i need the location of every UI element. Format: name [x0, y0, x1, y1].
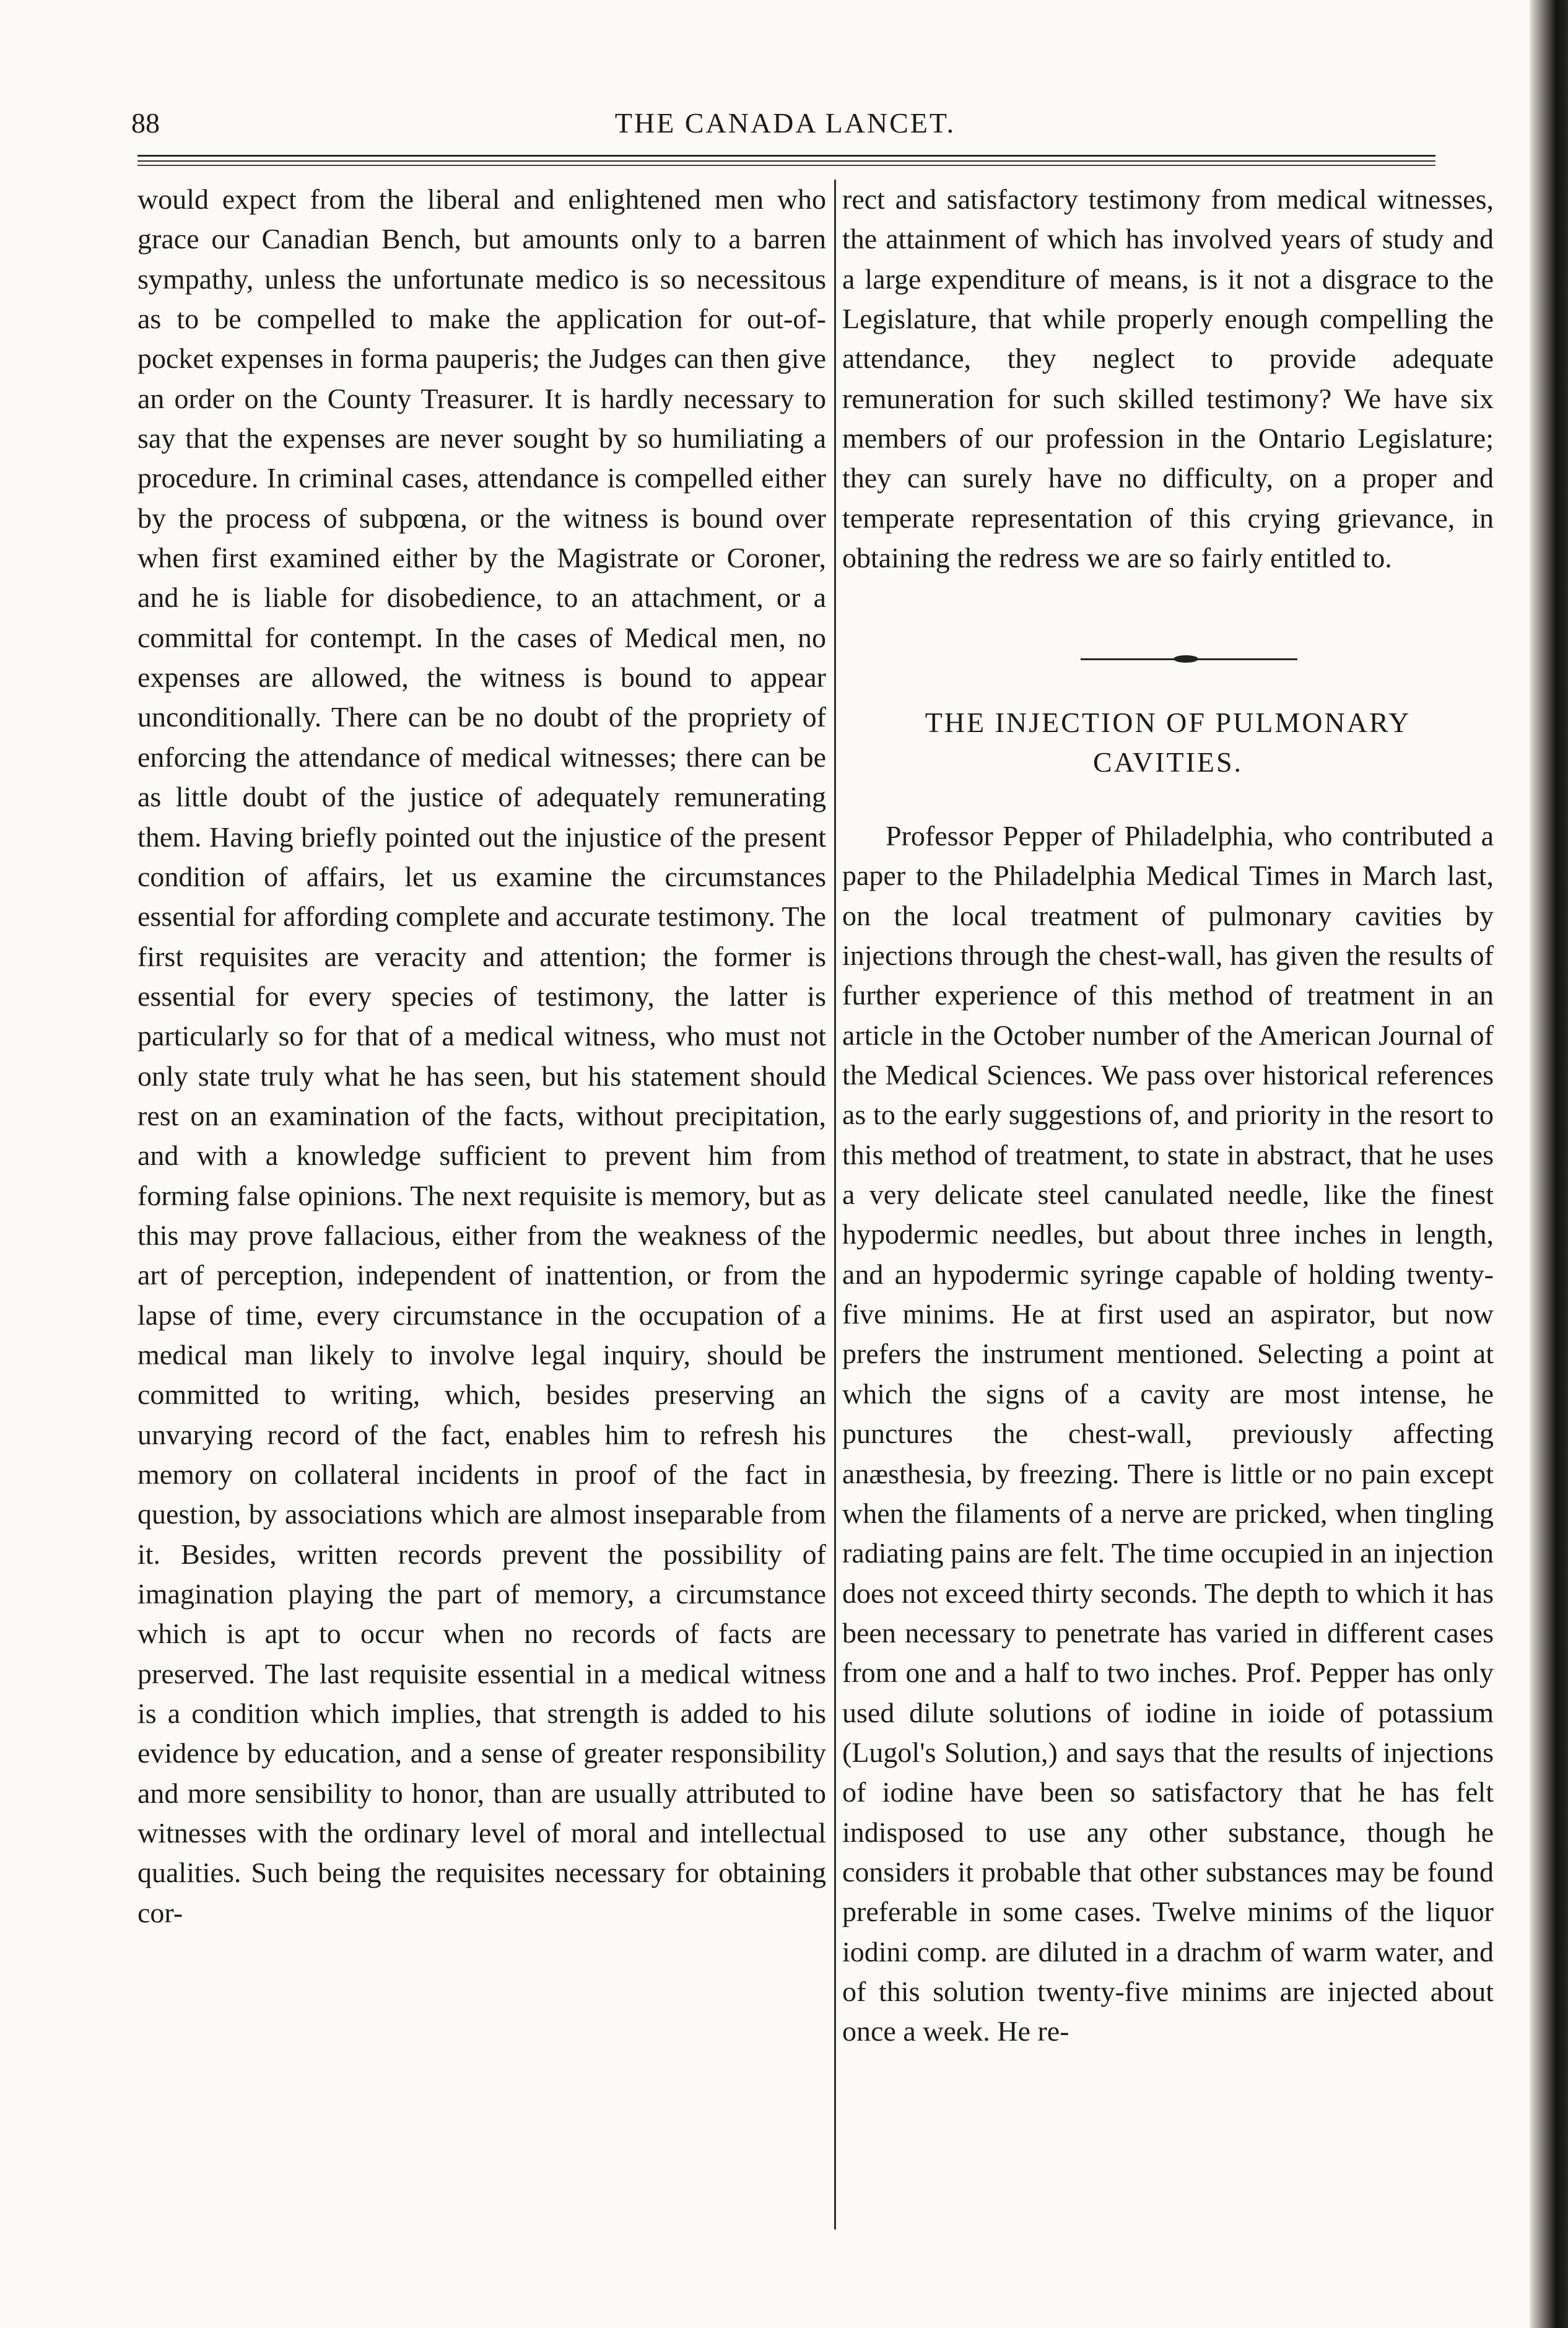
section-ornament: [1081, 655, 1297, 663]
header-rule: [137, 155, 1435, 162]
section-body: [842, 816, 1494, 2052]
continuation-paragraph: rect and satisfactory testimony from medical witnesses, the attainment of which has involved years of study and a large expenditure of means, is it not a disgrace to the Legislature, that while properly enough compelling the attendance, they neglect to provide adequate remuneration for such skilled testimony? We have six members of our profession in the Ontario Legislature; they can surely have no difficulty, on a proper and temperate representation of this crying grievance, in obtaining the redress we are so fairly entitled to.: [842, 183, 1494, 574]
column-divider: [834, 180, 836, 2230]
left-column: [137, 180, 826, 1933]
header-rule-thin: [137, 165, 1435, 166]
section-title: [842, 703, 1494, 782]
section-title-line-2: CAVITIES.: [1092, 746, 1244, 778]
right-column-continuation: [842, 180, 1494, 578]
left-column-paragraph: would expect from the liberal and enlightened men who grace our Canadian Bench, but amounts only to a barren sympathy, unless the unfortunate medico is so necessitous as to be compelled to make the application for out-of-pocket expenses in forma pauperis; the Judges can then give an order on the County Treasurer. It is hardly necessary to say that the expenses are never sought by so humiliating a procedure. In criminal cases, attendance is compelled either by the process of subpœna, or the witness is bound over when first examined either by the Magistrate or Coroner, and he is liable for disobedience, to an attachment, or a committal for contempt. In the cases of Medical men, no expenses are allowed, the witness is bound to appear unconditionally. There can be no doubt of the propriety of enforcing the attendance of medical witnesses; there can be as little doubt of the justice of adequately remunerating them. Having briefly pointed out the injustice of the present condition of affairs, let us examine the circumstances essential for affording complete and accurate testimony. The first requisites are veracity and attention; the former is essential for every species of testimony, the latter is particularly so for that of a medical witness, who must not only state truly what he has seen, but his statement should rest on an examination of the facts, without precipitation, and with a knowledge sufficient to prevent him from forming false opinions. The next requisite is memory, but as this may prove fallacious, either from the weakness of the art of perception, independent of inattention, or from the lapse of time, every circumstance in the occupation of a medical man likely to involve legal inquiry, should be committed to writing, which, besides preserving an unvarying record of the fact, enables him to refresh his memory on collateral incidents in proof of the fact in question, by associations which are almost inseparable from it. Besides, written records prevent the possibility of imagination playing the part of memory, a circumstance which is apt to occur when no records of facts are preserved. The last requisite essential in a medical witness is a condition which implies, that strength is added to his evidence by education, and a sense of greater responsibility and more sensibility to honor, than are usually attributed to witnesses with the ordinary level of moral and intellectual qualities. Such being the requisites necessary for obtaining cor-: [137, 183, 826, 1929]
running-title: THE CANADA LANCET.: [614, 107, 956, 139]
page-header: [131, 107, 1439, 150]
page-number: 88: [131, 107, 160, 139]
section-body-paragraph: Professor Pepper of Philadelphia, who contributed a paper to the Philadelphia Medical Times in March last, on the local treatment of pulmonary cavities by injections through the chest-wall, has given the results of further experience of this method of treatment in an article in the October number of the American Journal of the Medical Sciences. We pass over historical references as to the early suggestions of, and priority in the resort to this method of treatment, to state in abstract, that he uses a very delicate steel canulated needle, like the finest hypodermic needles, but about three inches in length, and an hypodermic syringe capable of holding twenty-five minims. He at first used an aspirator, but now prefers the instrument mentioned. Selecting a point at which the signs of a cavity are most intense, he punctures the chest-wall, previously affecting anæsthesia, by freezing. There is little or no pain except when the filaments of a nerve are pricked, when tingling radiating pains are felt. The time occupied in an injection does not exceed thirty seconds. The depth to which it has been necessary to penetrate has varied in different cases from one and a half to two inches. Prof. Pepper has only used dilute solutions of iodine in ioide of potassium (Lugol's Solution,) and says that the results of injections of iodine have been so satisfactory that he has felt indisposed to use any other substance, though he considers it probable that other substances may be found preferable in some cases. Twelve minims of the liquor iodini comp. are diluted in a drachm of warm water, and of this solution twenty-five minims are injected about once a week. He re-: [842, 820, 1494, 2047]
section-title-line-1: THE INJECTION OF PULMONARY: [925, 707, 1411, 738]
page-binding-edge: [1530, 0, 1568, 2328]
